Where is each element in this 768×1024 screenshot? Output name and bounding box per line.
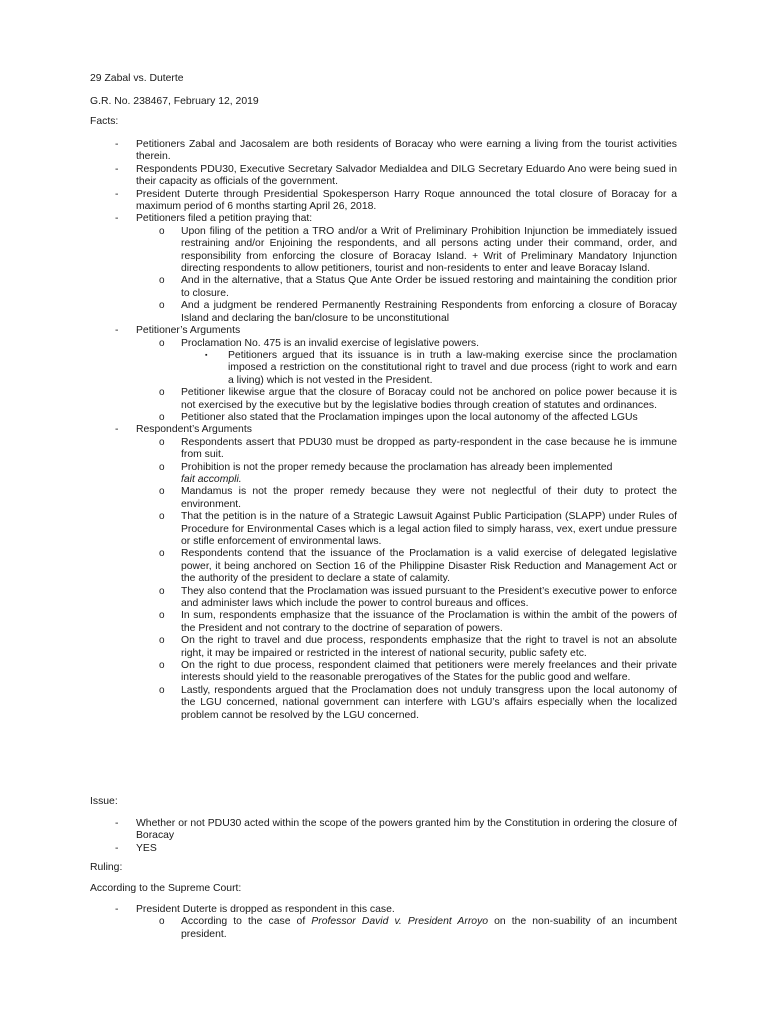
argument-text: Lastly, respondents argued that the Proclamation does not unduly transgress upon the local autonomy of the LGU concerned, national government can interfere with LGU’s affairs especially when the localized problem cannot be resolved by the LGU concerned. <box>181 684 677 721</box>
prayer-text: Upon filing of the petition a TRO and/or a Writ of Preliminary Prohibition Injunction be immediately issued restraining and/or Enjoining the respondents, and all persons acting under their command, order, and responsibility from enforcing the closure of Boracay Island. + Writ of Preliminary Mandatory Injunction directing respondents to allow petitioners, tourist and non-residents to enter and leave Boracay Island. <box>181 225 677 275</box>
issue-answer: YES <box>136 842 157 854</box>
argument-text: Prohibition is not the proper remedy because the proclamation has already been implemented <box>181 461 613 473</box>
list-item <box>0 275 677 300</box>
fact-text: Petitioners Zabal and Jacosalem are both residents of Boracay who were earning a living from the tourist activities therein. <box>136 139 677 163</box>
circle-bullet: o <box>159 635 165 647</box>
circle-bullet: o <box>159 916 165 928</box>
argument-text: On the right to due process, respondent claimed that petitioners were merely freelances and their private interests should yield to the reasonable prerogatives of the States for the public good and welfare. <box>181 660 677 684</box>
argument-text-with-italic <box>181 462 677 487</box>
ruling-subtext <box>181 916 677 941</box>
dash-bullet: - <box>115 213 119 225</box>
argument-text: Respondents contend that the issuance of the Proclamation is a valid exercise of delegated legislative power, it being anchored on Section 16 of the Philippine Disaster Risk Reduction and Management Act or the authority of the president to declare a state of calamity. <box>181 548 677 585</box>
ruling-subtext-suffix: on the non-suability of an incumbent president. <box>181 916 677 940</box>
list-item <box>0 189 677 214</box>
argument-text: Mandamus is not the proper remedy because they were not neglectful of their duty to protect the environment. <box>181 486 677 510</box>
petitioner-arguments-heading: Petitioner’s Arguments <box>136 325 241 337</box>
list-item <box>0 412 677 424</box>
list-item <box>0 424 677 436</box>
ruling-intro: According to the Supreme Court: <box>90 883 242 894</box>
facts-list <box>0 139 768 722</box>
list-item <box>0 213 677 225</box>
case-title: 29 Zabal vs. Duterte <box>90 73 184 84</box>
list-item <box>0 350 677 387</box>
case-citation: Professor David v. President Arroyo <box>311 916 489 928</box>
circle-bullet: o <box>159 548 165 560</box>
list-item <box>0 635 677 660</box>
circle-bullet: o <box>159 275 165 287</box>
argument-text: In sum, respondents emphasize that the issuance of the Proclamation is within the ambit of the powers of the President and not contrary to the doctrine of separation of powers. <box>181 610 677 634</box>
list-item <box>0 843 677 855</box>
argument-text: Petitioner also stated that the Proclamation impinges upon the local autonomy of the affected LGUs <box>181 411 638 423</box>
issue-heading: Issue: <box>90 796 118 807</box>
circle-bullet: o <box>159 585 165 597</box>
argument-text: Petitioner likewise argue that the closure of Boracay could not be anchored on police power because it is not exercised by the executive but by the legislative bodies through creation of statutes and ordinances. <box>181 387 677 411</box>
argument-text: Respondents assert that PDU30 must be dropped as party-respondent in the case because he is immune from suit. <box>181 436 677 461</box>
argument-subtext: Petitioners argued that its issuance is in truth a law-making exercise since the proclamation imposed a restriction on the constitutional right to travel and due process (right to work and earn a living) which is not vested in the President. <box>228 349 677 386</box>
list-item <box>0 325 677 337</box>
circle-bullet: o <box>159 387 165 399</box>
list-item <box>0 164 677 189</box>
square-bullet: ▪ <box>205 351 208 359</box>
fact-text: Respondents PDU30, Executive Secretary Salvador Medialdea and DILG Secretary Eduardo Ano were being sued in their capacity as officials of the government. <box>136 163 677 188</box>
circle-bullet: o <box>159 660 165 672</box>
facts-heading: Facts: <box>90 116 119 127</box>
list-item <box>0 610 677 635</box>
list-item <box>0 660 677 685</box>
circle-bullet: o <box>159 337 165 349</box>
ruling-list <box>0 904 768 941</box>
dash-bullet: - <box>115 424 119 436</box>
list-item <box>0 586 677 611</box>
ruling-text: President Duterte is dropped as respondent in this case. <box>136 904 395 915</box>
fact-text: Petitioners filed a petition praying that: <box>136 213 313 225</box>
list-item <box>0 139 677 164</box>
prayer-text: And in the alternative, that a Status Que Ante Order be issued restoring and maintaining the condition prior to closure. <box>181 275 677 299</box>
circle-bullet: o <box>159 436 165 448</box>
issue-text: Whether or not PDU30 acted within the scope of the powers granted him by the Constitution in ordering the closure of Boracay <box>136 818 677 842</box>
list-item <box>0 462 677 487</box>
circle-bullet: o <box>159 511 165 523</box>
fact-text: President Duterte through Presidential Spokesperson Harry Roque announced the total closure of Boracay for a maximum period of 6 months starting April 26, 2018. <box>136 188 677 213</box>
fait-accompli-text: fait accompli. <box>181 473 242 485</box>
list-item <box>0 387 677 412</box>
dash-bullet: - <box>115 139 119 150</box>
respondent-arguments-heading: Respondent’s Arguments <box>136 424 252 436</box>
ruling-heading: Ruling: <box>90 862 123 873</box>
prayer-text: And a judgment be rendered Permanently Restraining Respondents from enforcing a closure of Boracay Island and declaring the ban/closure to be unconstitutional <box>181 300 677 324</box>
dash-bullet: - <box>115 818 119 829</box>
dash-bullet: - <box>115 904 119 915</box>
issue-list <box>0 818 768 855</box>
argument-text: That the petition is in the nature of a Strategic Lawsuit Against Public Participation (SLAPP) under Rules of Procedure for Environmental Cases which is a legal action filed to simply harass, vex, exert undue pressure or stifle enforcement of environmental laws. <box>181 511 677 547</box>
dash-bullet: - <box>115 163 119 175</box>
circle-bullet: o <box>159 610 165 622</box>
dash-bullet: - <box>115 325 119 337</box>
list-item <box>0 437 677 462</box>
list-item <box>0 486 677 511</box>
circle-bullet: o <box>159 300 165 312</box>
circle-bullet: o <box>159 684 165 696</box>
dash-bullet: - <box>115 188 119 200</box>
ruling-subtext-prefix: According to the case of <box>181 916 306 928</box>
argument-text: On the right to travel and due process, respondents emphasize that the right to travel is not an absolute right, it may be impaired or restricted in the interest of national security, public safety etc. <box>181 635 677 659</box>
case-gr-number: G.R. No. 238467, February 12, 2019 <box>90 96 259 107</box>
list-item <box>0 818 677 843</box>
list-item <box>0 338 677 350</box>
circle-bullet: o <box>159 461 165 473</box>
argument-text: They also contend that the Proclamation was issued pursuant to the President’s executive power to enforce and administer laws which include the power to control bureaus and offices. <box>181 585 677 610</box>
circle-bullet: o <box>159 486 165 498</box>
circle-bullet: o <box>159 411 165 423</box>
list-item <box>0 916 677 941</box>
dash-bullet: - <box>115 842 119 854</box>
list-item <box>0 226 677 276</box>
list-item <box>0 685 677 722</box>
list-item <box>0 300 677 325</box>
list-item <box>0 511 677 548</box>
list-item <box>0 904 677 916</box>
list-item <box>0 548 677 585</box>
argument-text: Proclamation No. 475 is an invalid exercise of legislative powers. <box>181 337 480 349</box>
circle-bullet: o <box>159 225 165 237</box>
